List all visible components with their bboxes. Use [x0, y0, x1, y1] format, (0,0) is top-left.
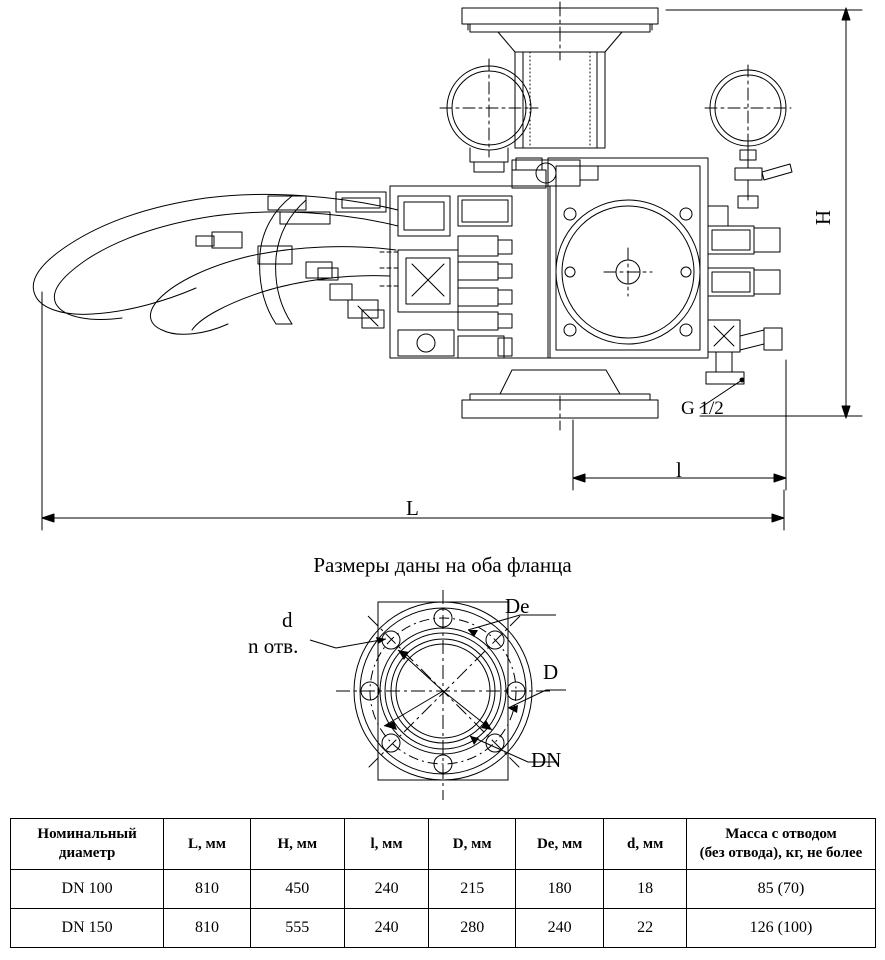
table-header-row	[11, 819, 876, 870]
table-row	[11, 870, 876, 909]
header-h: H, мм	[250, 819, 344, 870]
header-l-small: l, мм	[344, 819, 429, 870]
header-mass-line1: Масса с отводом	[725, 826, 837, 843]
flange-front-view-drawing	[0, 590, 885, 815]
thread-label-g12: G 1/2	[681, 398, 724, 419]
header-d: D, мм	[429, 819, 516, 870]
header-d-hole: d, мм	[604, 819, 687, 870]
cell-l-small: 240	[344, 909, 429, 948]
header-nominal-diameter-line2: диаметр	[58, 845, 116, 861]
cell-d: 215	[429, 870, 516, 909]
header-mass-line2: (без отвода), кг, не более	[699, 845, 863, 861]
cell-dn: DN 150	[11, 909, 164, 948]
dimension-label-l-small: l	[676, 458, 682, 482]
flange-label-d: d	[282, 608, 293, 632]
cell-d-hole: 18	[604, 870, 687, 909]
cell-mass: 126 (100)	[686, 909, 875, 948]
table-row	[11, 909, 876, 948]
flange-label-n-holes: n отв.	[248, 634, 299, 658]
header-nominal-diameter-line1: Номинальный	[37, 826, 137, 843]
cell-de: 240	[515, 909, 603, 948]
header-l: L, мм	[164, 819, 251, 870]
header-nominal-diameter	[11, 819, 164, 870]
dimension-label-l-total: L	[406, 496, 419, 520]
cell-h: 450	[250, 870, 344, 909]
cell-de: 180	[515, 870, 603, 909]
cell-l: 810	[164, 909, 251, 948]
flange-label-dn: DN	[531, 748, 562, 772]
figure-caption: Размеры даны на оба фланца	[313, 553, 572, 577]
specification-table	[10, 818, 876, 948]
dimension-label-h: H	[811, 209, 836, 226]
cell-mass: 85 (70)	[686, 870, 875, 909]
cell-l: 810	[164, 870, 251, 909]
cell-dn: DN 100	[11, 870, 164, 909]
header-mass	[686, 819, 875, 870]
flange-label-de: De	[505, 594, 530, 618]
cell-h: 555	[250, 909, 344, 948]
header-de: De, мм	[515, 819, 603, 870]
flange-label-d-bolt-circle: D	[543, 660, 559, 684]
cell-d: 280	[429, 909, 516, 948]
cell-d-hole: 22	[604, 909, 687, 948]
cell-l-small: 240	[344, 870, 429, 909]
